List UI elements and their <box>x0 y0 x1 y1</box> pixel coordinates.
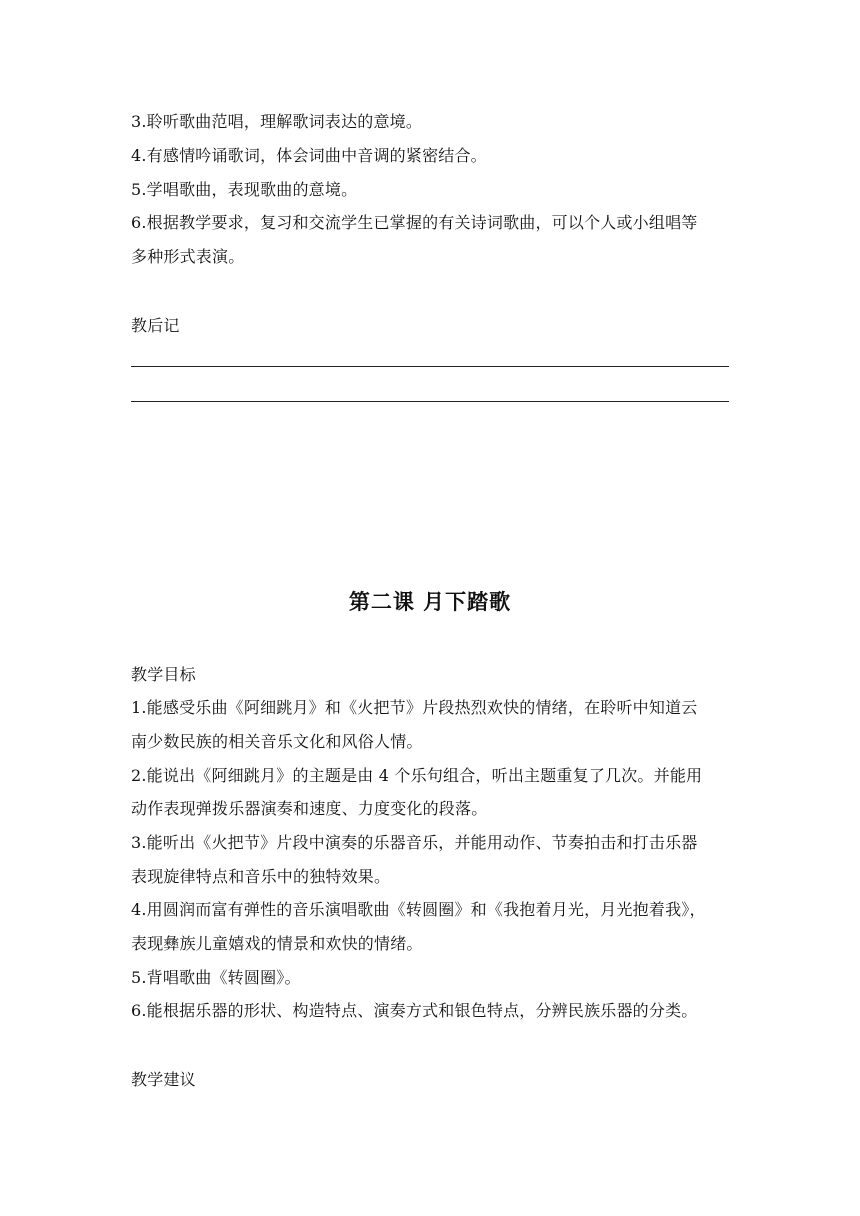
objective-line: 表现旋律特点和音乐中的独特效果。 <box>131 867 391 886</box>
suggestions-heading: 教学建议 <box>131 1070 196 1089</box>
objective-line: 2.能说出《阿细跳月》的主题是由 4 个乐句组合，听出主题重复了几次。并能用 <box>131 766 703 785</box>
previous-item-6: 6.根据教学要求，复习和交流学生已掌握的有关诗词歌曲，可以个人或小组唱等 <box>131 213 698 232</box>
objective-line: 表现彝族儿童嬉戏的情景和欢快的情绪。 <box>131 934 423 953</box>
objective-line: 南少数民族的相关音乐文化和风俗人情。 <box>131 732 423 751</box>
objective-line: 动作表现弹拨乐器演奏和速度、力度变化的段落。 <box>131 799 488 818</box>
objective-line: 6.能根据乐器的形状、构造特点、演奏方式和银色特点，分辨民族乐器的分类。 <box>131 1001 698 1020</box>
objective-line: 4.用圆润而富有弹性的音乐演唱歌曲《转圆圈》和《我抱着月光，月光抱着我》， <box>131 900 706 919</box>
lesson-title: 第二课 月下踏歌 <box>348 590 512 614</box>
previous-item-3: 3.聆听歌曲范唱，理解歌词表达的意境。 <box>131 112 423 131</box>
afterword-line-1 <box>131 366 729 367</box>
objectives-heading: 教学目标 <box>131 665 196 684</box>
previous-item-6-continued: 多种形式表演。 <box>131 247 245 266</box>
objective-line: 1.能感受乐曲《阿细跳月》和《火把节》片段热烈欢快的情绪，在聆听中知道云 <box>131 698 698 717</box>
objective-line: 3.能听出《火把节》片段中演奏的乐器音乐，并能用动作、节奏拍击和打击乐器 <box>131 833 698 852</box>
previous-item-5: 5.学唱歌曲，表现歌曲的意境。 <box>131 180 358 199</box>
afterword-label: 教后记 <box>131 316 180 335</box>
objective-line: 5.背唱歌曲《转圆圈》。 <box>131 968 301 987</box>
afterword-line-2 <box>131 401 729 402</box>
previous-item-4: 4.有感情吟诵歌词，体会词曲中音调的紧密结合。 <box>131 146 487 165</box>
